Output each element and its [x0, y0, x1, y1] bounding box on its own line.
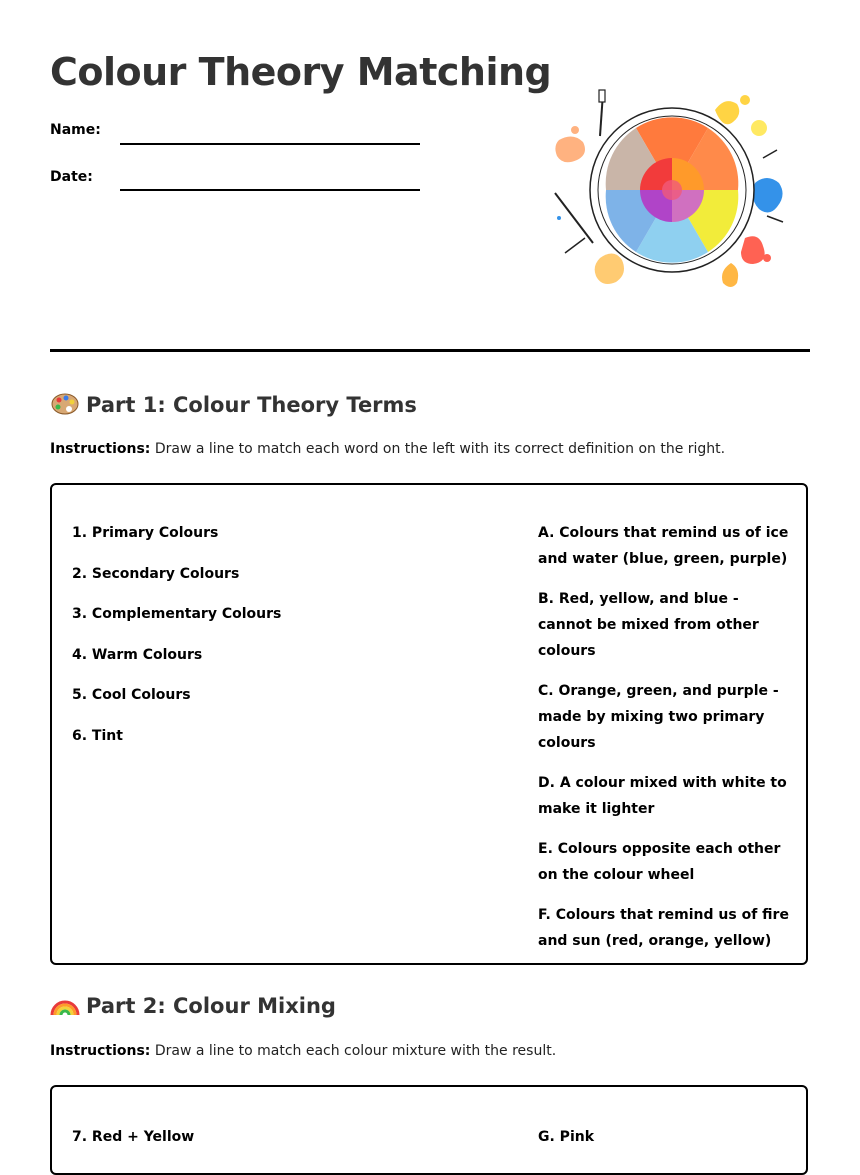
term-item: 7. Red + Yellow [72, 1129, 195, 1145]
part1-terms [72, 523, 281, 766]
definition-item: C. Orange, green, and purple - made by mixing two primary colours [538, 683, 779, 751]
rainbow-icon [50, 993, 80, 1017]
part2-terms [72, 1127, 194, 1168]
part2-instructions-label: Instructions: [50, 1043, 151, 1059]
definition-item: G. Pink [538, 1129, 595, 1145]
part1-instructions-text: Draw a line to match each word on the left with its correct definition on the right. [150, 441, 726, 457]
part2-instructions-text: Draw a line to match each colour mixture with the result. [150, 1043, 557, 1059]
term-item: 4. Warm Colours [72, 646, 203, 663]
part2-instructions [50, 1043, 556, 1059]
part1-title [50, 392, 417, 417]
part1-matching-box [50, 483, 808, 965]
name-field[interactable] [120, 143, 420, 145]
part2-matching-box [50, 1085, 808, 1175]
part2-title [50, 993, 336, 1018]
part1-definitions [538, 520, 790, 968]
part1-title-text: Part 1: Colour Theory Terms [86, 393, 417, 417]
definition-item: D. A colour mixed with white to make it lighter [538, 775, 787, 817]
term-item: 1. Primary Colours [72, 525, 219, 541]
part2-title-text: Part 2: Colour Mixing [86, 994, 336, 1018]
term-item: 3. Complementary Colours [72, 606, 282, 622]
date-field[interactable] [120, 189, 420, 191]
part1-instructions [50, 441, 725, 457]
header-divider [50, 349, 810, 352]
definition-item: B. Red, yellow, and blue - cannot be mixed from other colours [538, 591, 759, 659]
colour-wheel-illustration [545, 88, 785, 298]
page-title: Colour Theory Matching [50, 50, 552, 94]
definition-item: F. Colours that remind us of fire and sun (red, orange, yellow) [538, 907, 789, 949]
date-label: Date: [50, 169, 93, 185]
definition-item: E. Colours opposite each other on the colour wheel [538, 841, 781, 883]
part2-definitions [538, 1124, 790, 1164]
name-label: Name: [50, 122, 101, 138]
term-item: 6. Tint [72, 727, 123, 744]
definition-item: A. Colours that remind us of ice and water (blue, green, purple) [538, 525, 789, 567]
part1-instructions-label: Instructions: [50, 441, 151, 457]
artist-palette-icon [50, 392, 80, 416]
term-item: 2. Secondary Colours [72, 565, 240, 582]
term-item: 5. Cool Colours [72, 687, 191, 703]
